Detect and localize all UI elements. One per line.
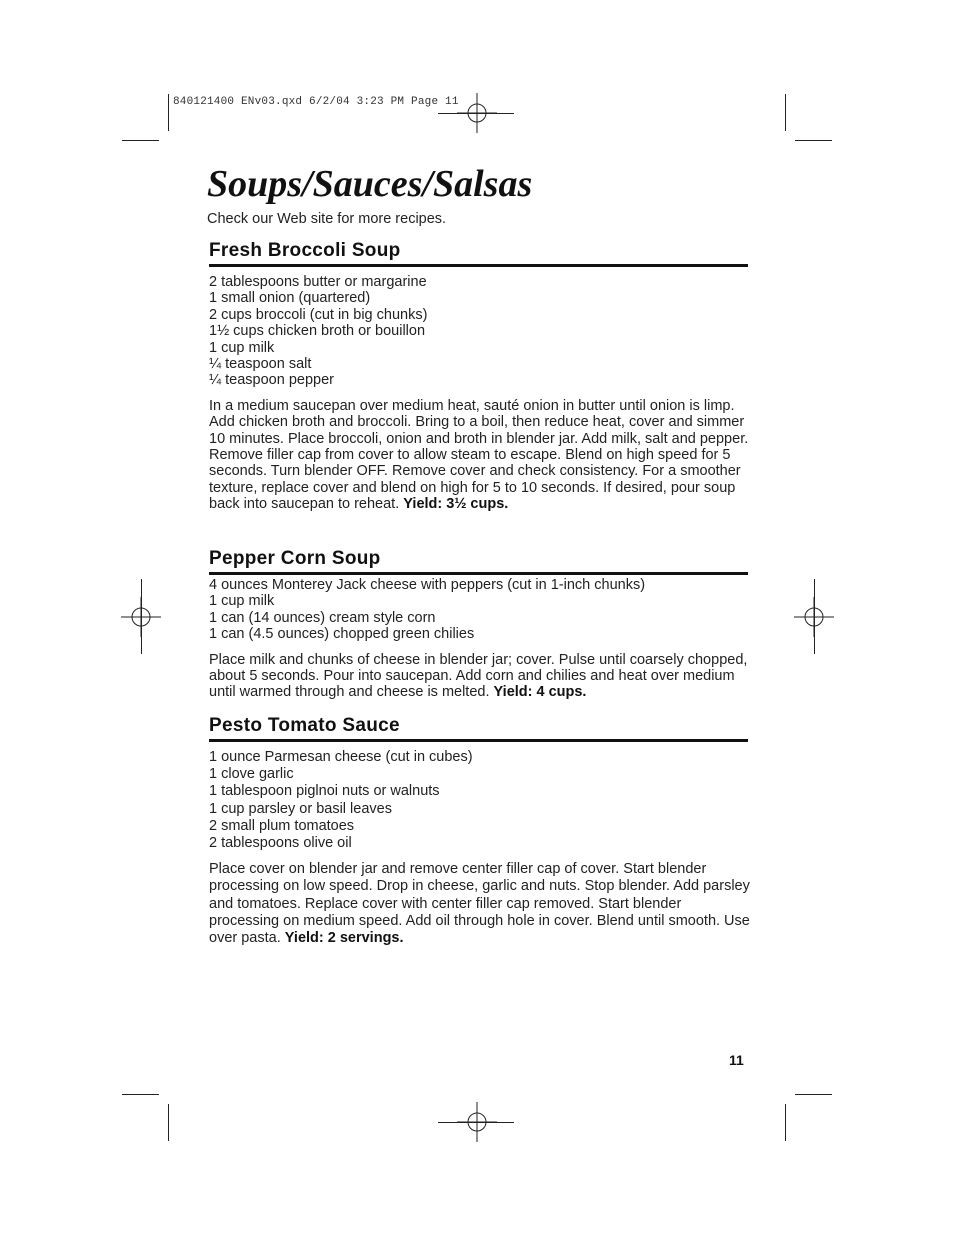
crop-mark [795, 1094, 832, 1095]
crop-mark [122, 140, 159, 141]
recipe-yield: Yield: 3½ cups. [403, 496, 509, 513]
method-text: Place milk and chunks of cheese in blender jar; cover. Pulse until coarsely chopped, about 5 seconds. Pour into saucepan. Add corn and chilies and heat over medium until warmed through and cheese is melted. [209, 651, 748, 701]
recipe-method [209, 652, 754, 701]
recipe-yield: Yield: 4 cups. [493, 684, 587, 701]
ingredient-item: 1 can (14 ounces) cream style corn [209, 609, 436, 626]
recipe-method [209, 861, 754, 947]
ingredient-item: 1 ounce Parmesan cheese (cut in cubes) [209, 749, 473, 765]
ingredient-item: 2 tablespoons butter or margarine [209, 274, 427, 290]
crop-mark [168, 94, 169, 131]
crop-mark [785, 1104, 786, 1141]
crop-mark [122, 1094, 159, 1095]
ingredient-item: ¼ teaspoon salt [209, 356, 312, 373]
registration-line [141, 579, 142, 654]
ingredient-item: 2 small plum tomatoes [209, 817, 355, 834]
crop-mark [785, 94, 786, 131]
intro-text: Check our Web site for more recipes. [207, 211, 447, 227]
registration-line [814, 579, 815, 654]
ingredient-list [209, 274, 748, 389]
method-text: In a medium saucepan over medium heat, sauté onion in butter until onion is limp. Add chicken broth and broccoli. Bring to a boil, then reduce heat, cover and simmer 10 minutes. Place broccoli, onion and broth in blender jar. Add milk, salt and pepper. Remove filler cap from cover to allow steam to escape. Blend on high speed for 5 seconds. Turn blender OFF. Remove cover and check consistency. For a smoother texture, replace cover and blend on high for 5 to 10 seconds. If desired, pour soup back into saucepan to reheat. [209, 397, 749, 513]
ingredient-list [209, 577, 748, 643]
ingredient-item: 1 can (4.5 ounces) chopped green chilies [209, 626, 475, 643]
ingredient-item: 1 tablespoon piglnoi nuts or walnuts [209, 783, 440, 800]
recipe-pepper-corn-soup [209, 547, 748, 701]
ingredient-item: 4 ounces Monterey Jack cheese with peppers (cut in 1-inch chunks) [209, 577, 646, 593]
method-text: Place cover on blender jar and remove center filler cap of cover. Start blender processing on low speed. Drop in cheese, garlic and nuts. Stop blender. Add parsley and tomatoes. Replace cover with center filler cap removed. Start blender processing on medium speed. Add oil through hole in cover. Blend until smooth. Use over pasta. [209, 861, 750, 947]
ingredient-item: ¼ teaspoon pepper [209, 372, 334, 389]
ingredient-list [209, 749, 748, 852]
ingredient-item: 2 cups broccoli (cut in big chunks) [209, 306, 428, 323]
recipe-method [209, 398, 754, 513]
page-number: 11 [729, 1052, 744, 1068]
page-title: Soups/Sauces/Salsas [207, 163, 533, 205]
ingredient-item: 1 cup milk [209, 339, 275, 356]
ingredient-item: 2 tablespoons olive oil [209, 835, 352, 852]
ingredient-item: 1½ cups chicken broth or bouillon [209, 323, 426, 340]
ingredient-item: 1 cup milk [209, 593, 275, 610]
recipe-yield: Yield: 2 servings. [284, 930, 404, 947]
registration-line [438, 113, 514, 114]
crop-mark [168, 1104, 169, 1141]
recipe-pesto-tomato-sauce [209, 714, 748, 947]
printer-slug: 840121400 ENv03.qxd 6/2/04 3:23 PM Page 11 [173, 96, 459, 108]
registration-line [438, 1122, 514, 1123]
recipe-fresh-broccoli-soup [209, 239, 748, 513]
recipe-heading: Pepper Corn Soup [209, 547, 748, 575]
recipe-heading: Pesto Tomato Sauce [209, 714, 748, 742]
ingredient-item: 1 clove garlic [209, 766, 294, 783]
ingredient-item: 1 cup parsley or basil leaves [209, 800, 392, 817]
crop-mark [795, 140, 832, 141]
ingredient-item: 1 small onion (quartered) [209, 290, 371, 307]
recipe-heading: Fresh Broccoli Soup [209, 239, 748, 267]
